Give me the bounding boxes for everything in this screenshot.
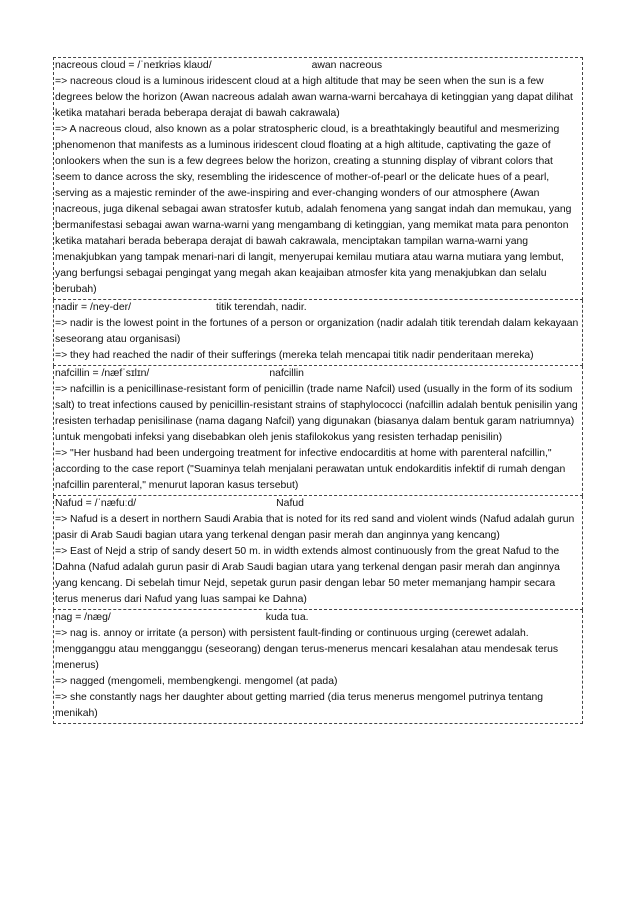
entry-example: => "Her husband had been undergoing treatment for infective endocarditis at home with parenteral nafcillin," according to the case report ("Suaminya telah menjalani perawatan untuk endokarditis infektif di rumah dengan nafcillin parenteral," menurut laporan kasus tersebut) bbox=[55, 448, 566, 491]
entry-term: Nafud = /ˈnæfuːd/ bbox=[55, 498, 137, 509]
entry-nafcillin bbox=[53, 366, 583, 496]
entry-definition: => nafcillin is a penicillinase-resistant form of penicillin (trade name Nafcil) used (usually in the form of its sodium salt) to treat infections caused by penicillin-resistant strains of staphylococci (nafcillin adalah bentuk penisilin yang resisten terhadap penisilinase (nama dagang Nafcil) yang digunakan (biasanya dalam bentuk garam natriumnya) untuk mengobati infeksi yang disebabkan oleh jenis stafilokokus yang resisten terhadap penisilin) bbox=[55, 384, 578, 443]
entry-term: nacreous cloud = /ˈneɪkriəs klaʊd/ bbox=[55, 60, 212, 71]
entry-term: nag = /næg/ bbox=[55, 612, 111, 623]
entry-term: nafcillin = /næfˈsɪlɪn/ bbox=[55, 368, 150, 379]
entry-definition: => Nafud is a desert in northern Saudi Arabia that is noted for its red sand and violent winds (Nafud adalah gurun pasir di Arab Saudi bagian utara yang terkenal dengan pasir merah dan anginnya yang kencang) bbox=[55, 514, 575, 541]
entry-example: => East of Nejd a strip of sandy desert 50 m. in width extends almost continuously from the great Nafud to the Dahna (Nafud adalah gurun pasir di Arab Saudi bagian utara yang terkenal dengan pasir merah dan anginnya yang kencang. Di sebelah timur Nejd, sepetak gurun pasir dengan lebar 50 meter memanjang hampir secara terus menerus dari Nafud yang luas sampai ke Dahna) bbox=[55, 546, 560, 605]
entry-translation: Nafud bbox=[276, 498, 304, 509]
entry-example: => A nacreous cloud, also known as a polar stratospheric cloud, is a breathtakingly beautiful and mesmerizing phenomenon that manifests as a luminous iridescent cloud floating at a high altitude, captivating the gaze of onlookers when the sun is a few degrees below the horizon, creating a stunning display of vibrant colors that seem to dance across the sky, resembling the iridescence of mother-of-pearl or the delicate hues of a pearl, serving as a majestic reminder of the awe-inspiring and ever-changing wonders of our atmosphere (Awan nacreous, juga dikenal sebagai awan stratosfer kutub, adalah fenomena yang sangat indah dan memukau, yang bermanifestasi sebagai awan warna-warni yang mengambang di ketinggian, yang memikat mata para penonton ketika matahari berada beberapa derajat di bawah cakrawala, menciptakan tampilan warna-warni yang menakjubkan yang tampak menari-nari di langit, menyerupai kemilau mutiara atau warna mutiara yang lembut, yang berfungsi sebagai pengingat yang megah akan keajaiban atmosfer kita yang menakjubkan dan selalu berubah) bbox=[55, 124, 572, 295]
entry-nacreous-cloud bbox=[53, 57, 583, 300]
entry-derivation: => nagged (mengomeli, membengkengi. mengomel (at pada) bbox=[55, 676, 338, 687]
entry-example: => they had reached the nadir of their sufferings (mereka telah mencapai titik nadir penderitaan mereka) bbox=[55, 350, 534, 361]
entry-nag bbox=[53, 610, 583, 724]
entry-translation: nafcillin bbox=[269, 368, 304, 379]
entry-translation: kuda tua. bbox=[265, 612, 309, 623]
entry-definition: => nadir is the lowest point in the fortunes of a person or organization (nadir adalah titik terendah dalam kekayaan seseorang atau organisasi) bbox=[55, 318, 579, 345]
entry-definition: => nag is. annoy or irritate (a person) with persistent fault-finding or continuous urging (cerewet adalah. mengganggu atau mengganggu (seseorang) dengan terus-menerus mencari kesalahan atau mendesak terus menerus) bbox=[55, 628, 559, 671]
entry-example: => she constantly nags her daughter about getting married (dia terus menerus mengomel putrinya tentang menikah) bbox=[55, 692, 544, 719]
entry-translation: awan nacreous bbox=[311, 60, 383, 71]
entry-headword-row bbox=[55, 366, 581, 382]
entry-nafud bbox=[53, 496, 583, 610]
dictionary-page bbox=[53, 57, 583, 724]
entry-definition: => nacreous cloud is a luminous iridescent cloud at a high altitude that may be seen when the sun is a few degrees below the horizon (Awan nacreous adalah awan warna-warni bercahaya di ketinggian yang dapat dilihat ketika matahari berada beberapa derajat di bawah cakrawala) bbox=[55, 76, 573, 119]
entry-term: nadir = /ney-der/ bbox=[55, 302, 131, 313]
entry-nadir bbox=[53, 300, 583, 366]
entry-headword-row bbox=[55, 300, 581, 316]
entry-headword-row bbox=[55, 610, 581, 626]
entry-translation: titik terendah, nadir. bbox=[215, 302, 307, 313]
entry-headword-row bbox=[55, 58, 581, 74]
entry-headword-row bbox=[55, 496, 581, 512]
